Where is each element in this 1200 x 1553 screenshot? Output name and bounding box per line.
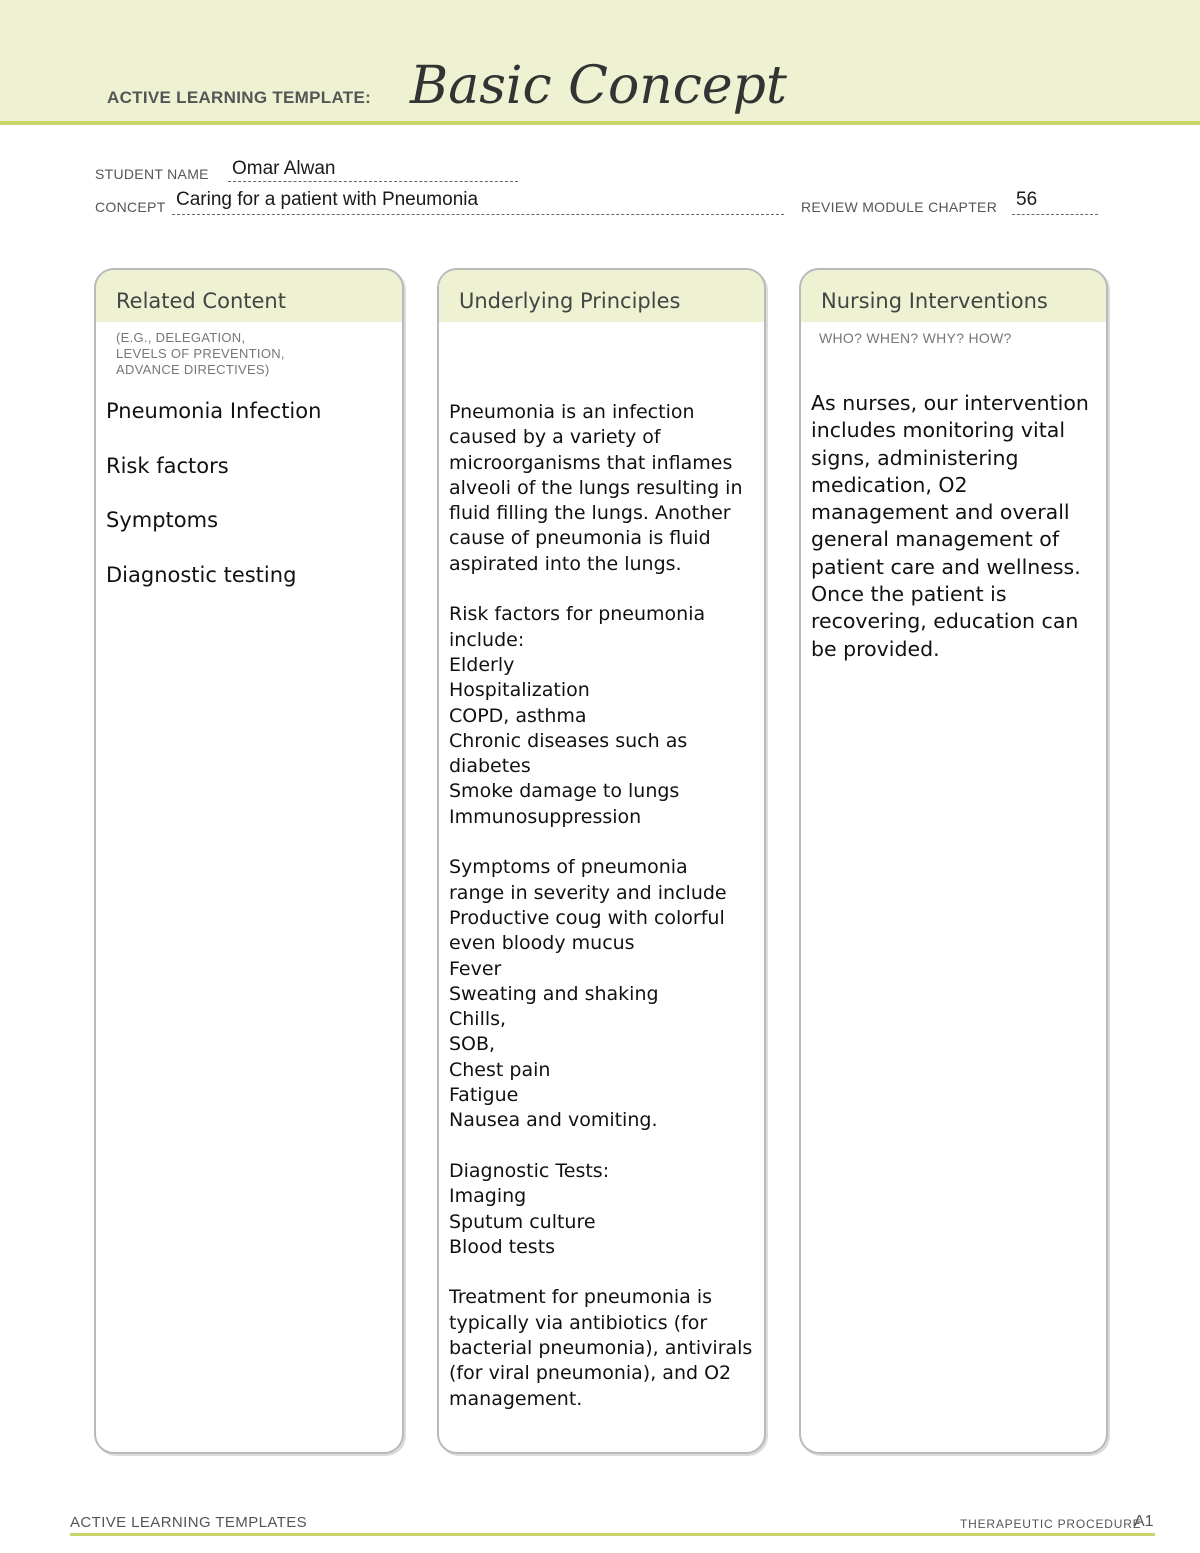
nursing-interventions-panel bbox=[799, 268, 1108, 1454]
footer-left-label: ACTIVE LEARNING TEMPLATES bbox=[70, 1514, 307, 1531]
concept-label: CONCEPT bbox=[95, 199, 166, 215]
nursing-interventions-title: Nursing Interventions bbox=[801, 270, 1106, 322]
related-content-list bbox=[96, 398, 402, 616]
related-content-subtitle bbox=[96, 322, 402, 378]
underlying-principles-panel bbox=[437, 268, 766, 1454]
subtitle-line: LEVELS OF PREVENTION, bbox=[116, 346, 285, 361]
review-module-field[interactable]: 56 bbox=[1016, 189, 1038, 210]
list-item[interactable]: Symptoms bbox=[106, 508, 219, 532]
review-module-label: REVIEW MODULE CHAPTER bbox=[801, 199, 998, 215]
template-label: ACTIVE LEARNING TEMPLATE: bbox=[107, 88, 372, 107]
concept-field[interactable]: Caring for a patient with Pneumonia bbox=[176, 189, 479, 210]
list-item[interactable]: Pneumonia Infection bbox=[106, 399, 322, 423]
subtitle-line: ADVANCE DIRECTIVES) bbox=[116, 362, 270, 377]
footer-rule bbox=[70, 1533, 1155, 1536]
footer-code: A1 bbox=[1134, 1513, 1154, 1530]
subtitle-line: (E.G., DELEGATION, bbox=[116, 330, 246, 345]
list-item[interactable]: Risk factors bbox=[106, 453, 229, 478]
student-name-field[interactable]: Omar Alwan bbox=[232, 158, 336, 179]
header-rule bbox=[0, 121, 1200, 125]
underlying-principles-title: Underlying Principles bbox=[439, 270, 764, 322]
underlying-principles-text[interactable]: Pneumonia is an infection caused by a variety of microorganisms that inflames alveoli of the lungs resulting in fluid filling the lungs. Another cause of pneumonia is fluid aspirated into the lungs. Risk factors for pneumonia include: Elderly Hospitalization COPD, asthma Chronic diseases such as diabetes Smoke damage to lungs Immunosuppression Symptoms of pneumonia range in severity and include Productive coug with colorful even bloody mucus Fever Sweating and shaking Chills, SOB, Chest pain Fatigue Nausea and vomiting. Diagnostic Tests: Imaging Sputum culture Blood tests Treatment for pneumonia is typically via antibiotics (for bacterial pneumonia), antivirals (for viral pneumonia), and O2 management. bbox=[449, 401, 753, 1410]
concept-line bbox=[172, 214, 784, 215]
list-item[interactable]: Diagnostic testing bbox=[106, 562, 297, 587]
nursing-interventions-subtitle: WHO? WHEN? WHY? HOW? bbox=[819, 330, 1012, 346]
review-module-line bbox=[1012, 214, 1098, 215]
related-content-panel bbox=[94, 268, 404, 1454]
student-name-label: STUDENT NAME bbox=[95, 166, 209, 182]
student-name-line bbox=[228, 181, 518, 182]
nursing-interventions-text[interactable]: As nurses, our intervention includes monitoring vital signs, administering medication, O2 management and overall general management of patient care and wellness. Once the patient is recovering, education can be provided. bbox=[811, 391, 1089, 661]
footer-right-label: THERAPEUTIC PROCEDURE bbox=[960, 1517, 1142, 1531]
related-content-title: Related Content bbox=[96, 270, 402, 322]
template-title: Basic Concept bbox=[410, 56, 787, 116]
